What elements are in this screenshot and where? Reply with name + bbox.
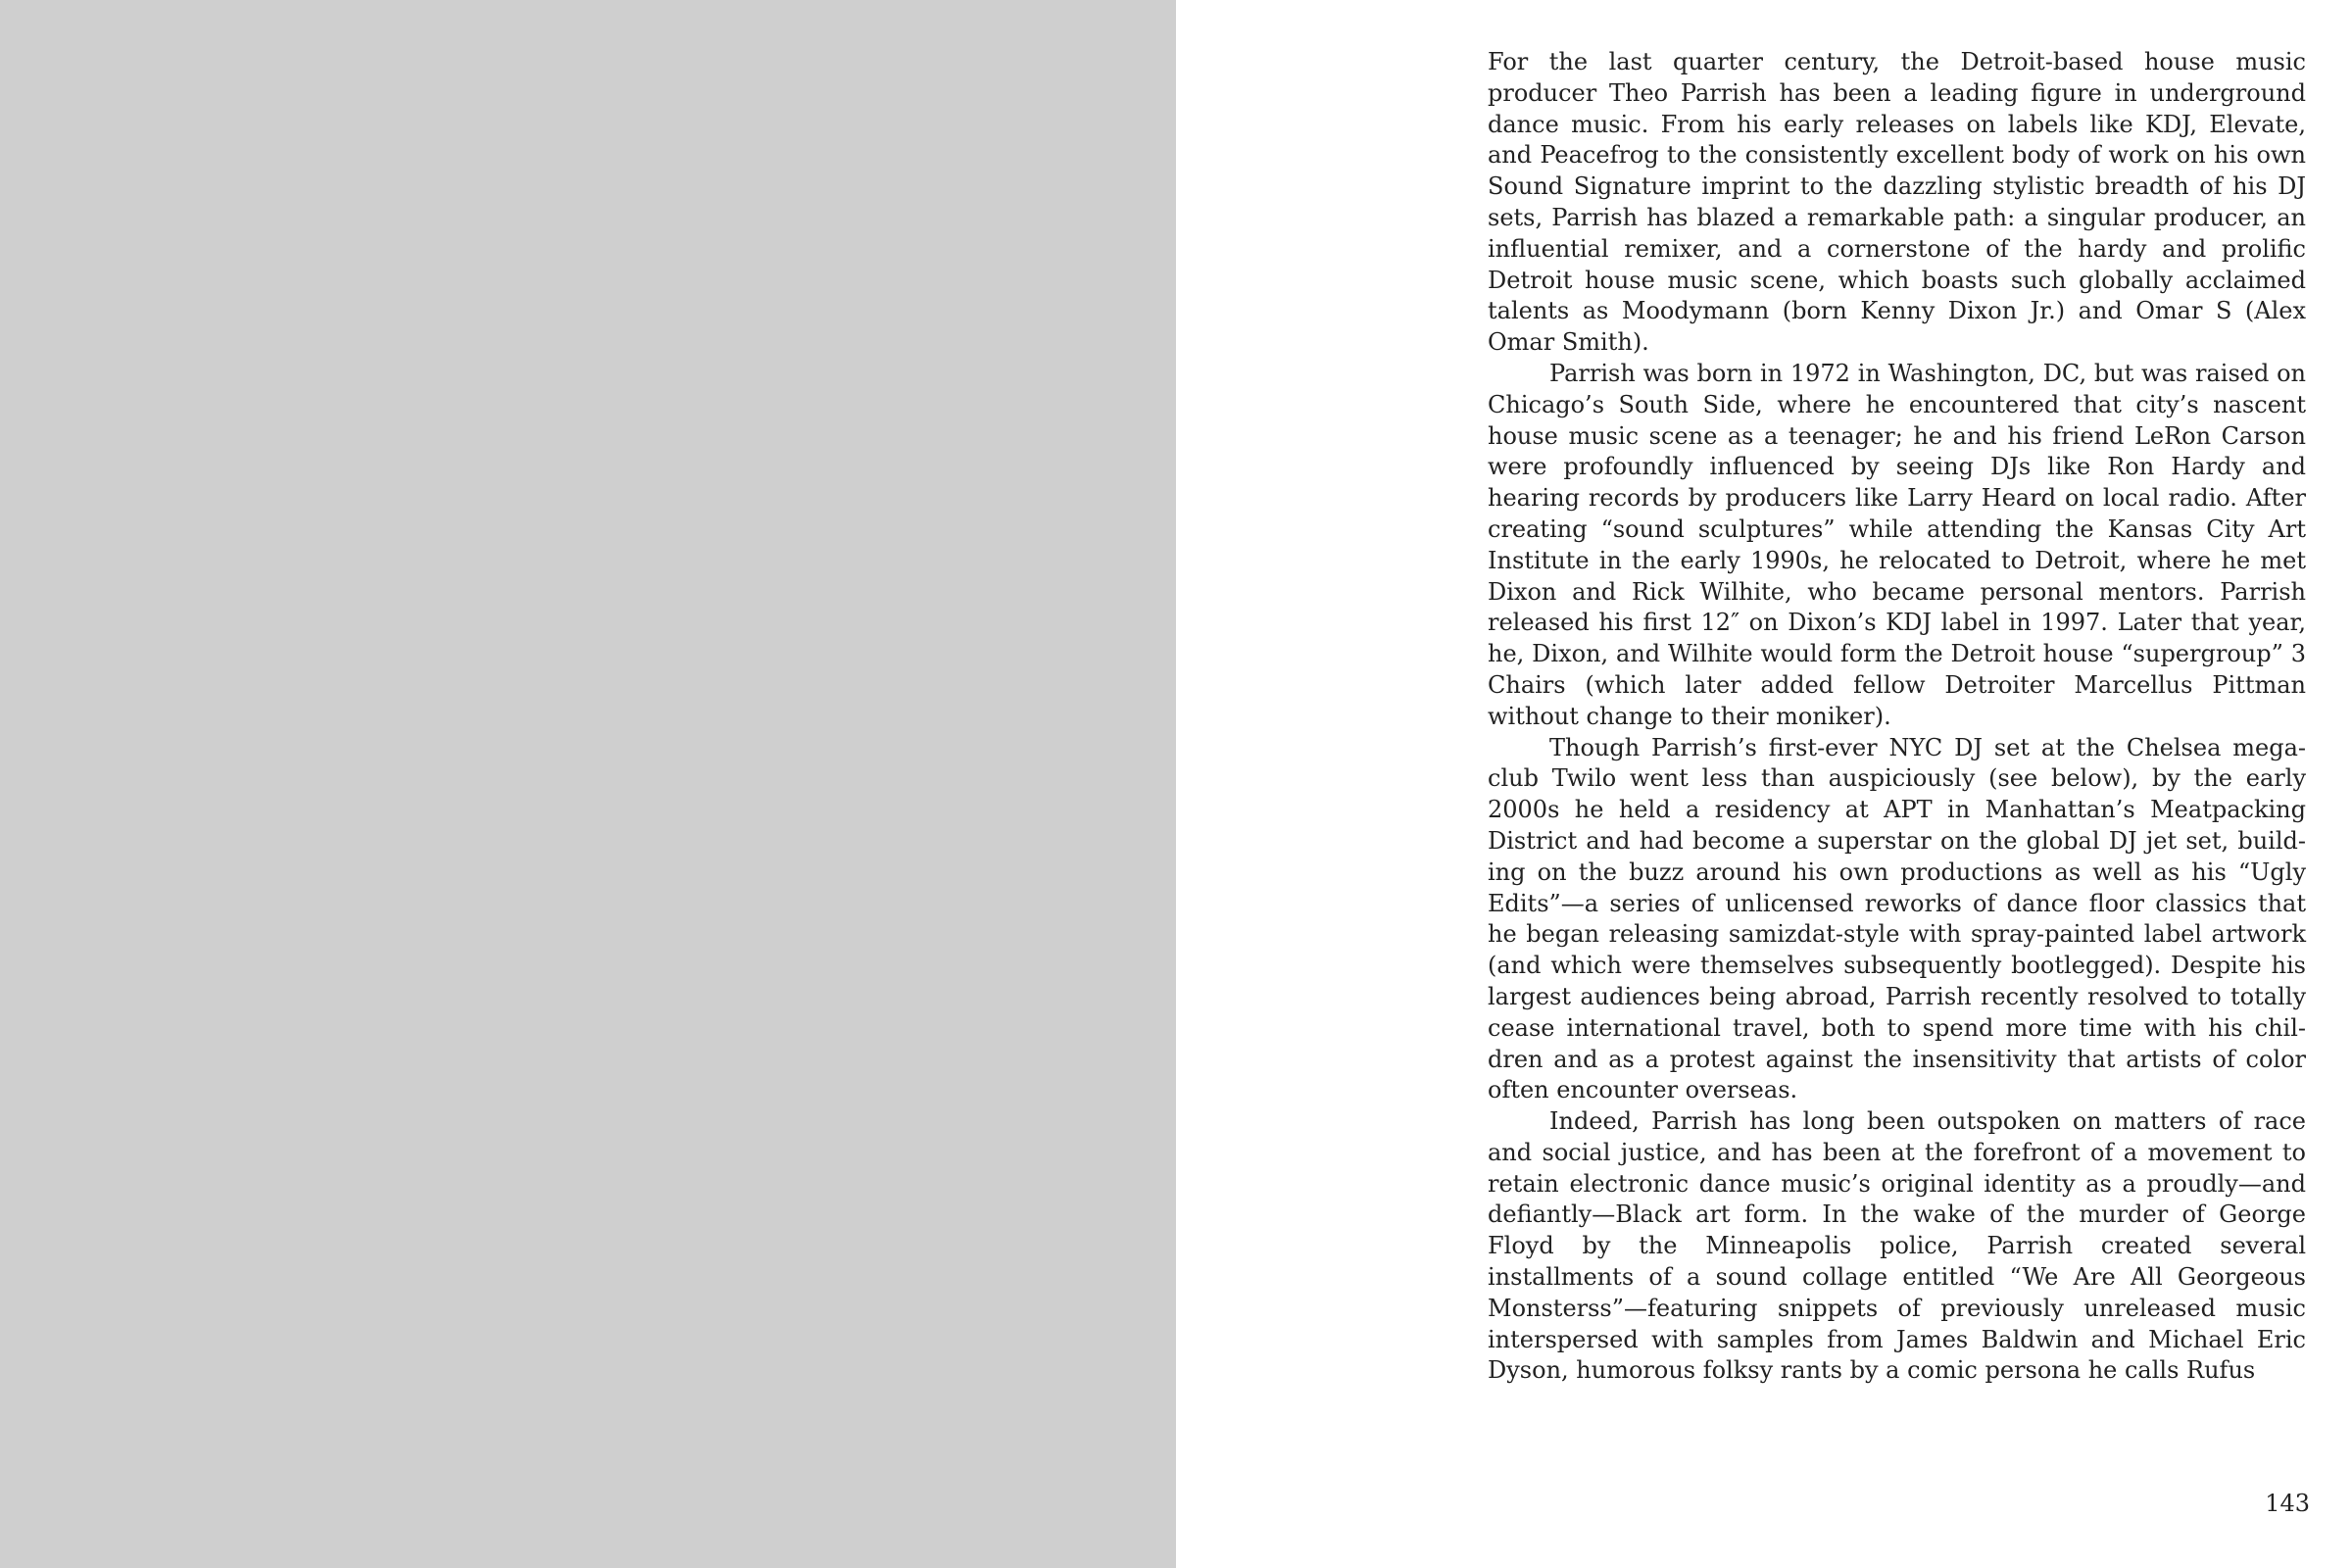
paragraph-3: Though Parrish’s first-ever NYC DJ set at the Chelsea mega-club Twilo went less than auspiciously (see below), by the early 2000s he held a residency at APT in Manhattan’s Meatpacking District and had become a superstar on the global DJ jet set, build-ing on the buzz around his own productions as well as his “Ugly Edits”—a series of unlicensed reworks of dance floor classics that he began releasing samizdat-style with spray-painted label artwork (and which were themselves subsequently bootlegged). Despite his largest audiences being abroad, Parrish recently resolved to totally cease international travel, both to spend more time with his chil-dren and as a protest against the insensitivity that artists of color often encounter overseas. — [1488, 733, 2306, 1104]
paragraph-4: Indeed, Parrish has long been outspoken on matters of race and social justice, and has been at the forefront of a movement to retain electronic dance music’s original identity as a proudly—and defiantly—Black art form. In the wake of the murder of George Floyd by the Minneapolis police, Parrish created several installments of a sound collage entitled “We Are All Georgeous Monsterss”—featuring snippets of previously unreleased music interspersed with samples from James Baldwin and Michael Eric Dyson, humorous folksy rants by a comic persona he calls Rufus — [1488, 1107, 2306, 1385]
right-page — [1176, 0, 2352, 1568]
body-text — [1488, 47, 2306, 1387]
page-number: 143 — [2265, 1490, 2310, 1517]
paragraph-2: Parrish was born in 1972 in Washington, DC, but was raised on Chicago’s South Side, where he encountered that city’s nascent house music scene as a teenager; he and his friend LeRon Carson were profoundly influenced by seeing DJs like Ron Hardy and hearing records by producers like Larry Heard on local radio. After creating “sound sculptures” while attending the Kansas City Art Institute in the early 1990s, he relocated to Detroit, where he met Dixon and Rick Wilhite, who became personal mentors. Parrish released his first 12″ on Dixon’s KDJ label in 1997. Later that year, he, Dixon, and Wilhite would form the Detroit house “supergroup” 3 Chairs (which later added fellow Detroiter Marcellus Pittman without change to their moniker). — [1488, 359, 2306, 730]
paragraph-1: For the last quarter century, the Detroit-based house music producer Theo Parrish has been a leading figure in underground dance music. From his early releases on labels like KDJ, Elevate, and Peacefrog to the consistently excellent body of work on his own Sound Signature imprint to the dazzling stylistic breadth of his DJ sets, Parrish has blazed a remarkable path: a singular producer, an influential remixer, and a cornerstone of the hardy and prolific Detroit house music scene, which boasts such globally acclaimed talents as Moodymann (born Kenny Dixon Jr.) and Omar S (Alex Omar Smith). — [1488, 48, 2306, 357]
